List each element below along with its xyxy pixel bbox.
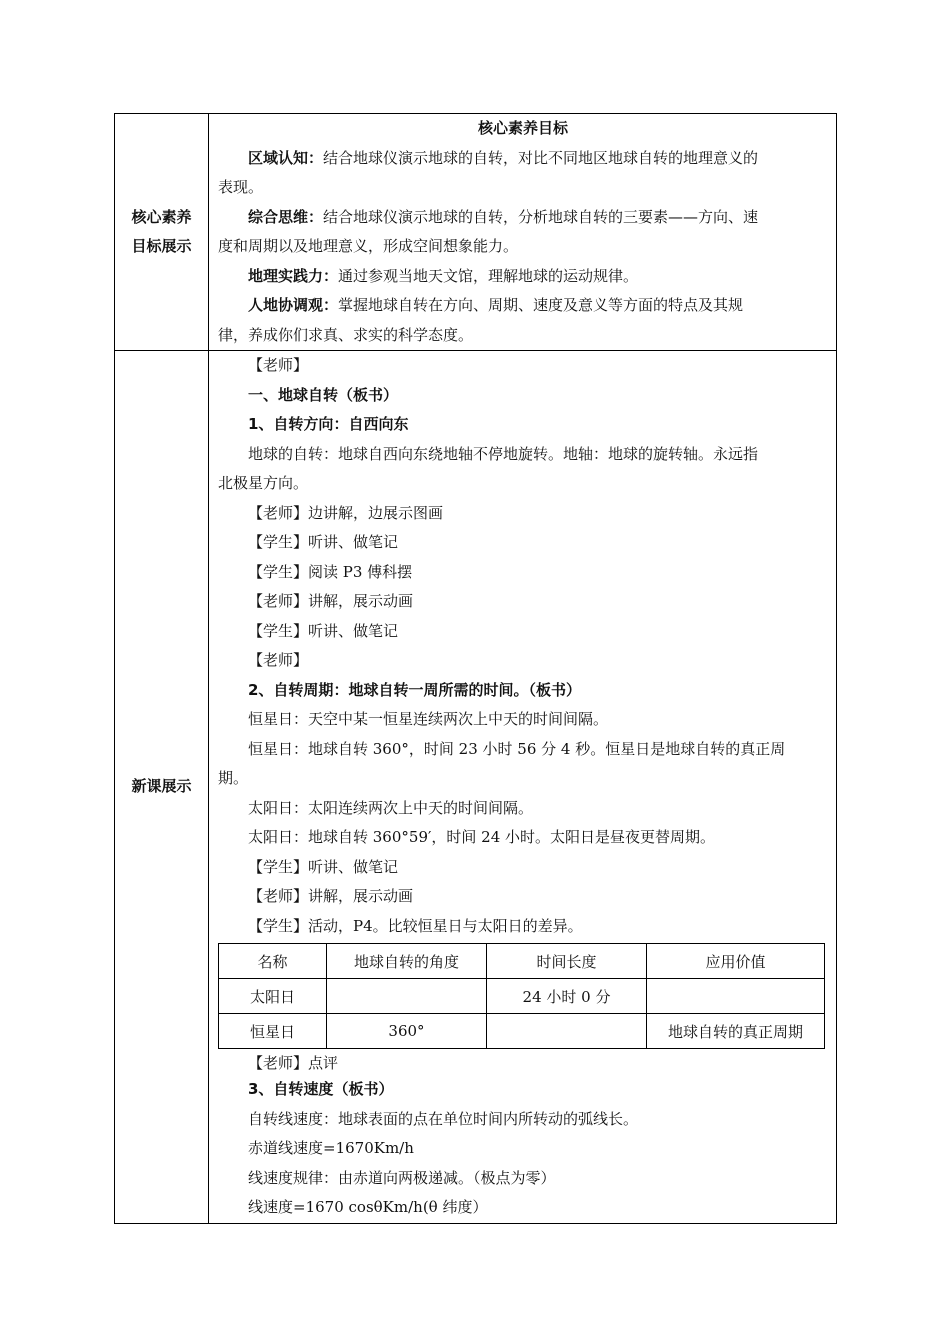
lesson-line: 【老师】 [248, 651, 309, 669]
lesson-line: 【老师】讲解，展示动画 [248, 887, 414, 905]
lesson-line: 【学生】活动，P4。比较恒星日与太阳日的差异。 [248, 916, 583, 935]
goal-text: 通过参观当地天文馆，理解地球的运动规律。 [338, 266, 639, 285]
lesson-line: 【老师】讲解，展示动画 [248, 592, 414, 610]
lesson-line: 太阳日：地球自转 360°59′，时间 24 小时。太阳日是昼夜更替周期。 [248, 828, 716, 846]
table-cell: 太阳日 [219, 979, 327, 1014]
table-cell: 360° [327, 1014, 487, 1049]
goal-continuation: 度和周期以及地理意义，形成空间想象能力。 [218, 237, 519, 255]
table-cell [647, 979, 825, 1014]
header-cell: 应用价值 [647, 944, 825, 979]
goal-label: 区域认知： [248, 148, 324, 167]
lesson-line: 赤道线速度=1670Km/h [248, 1139, 414, 1157]
goal-label: 综合思维： [248, 207, 324, 226]
lesson-line: 期。 [218, 769, 249, 787]
lesson-line: 太阳日：太阳连续两次上中天的时间间隔。 [248, 798, 534, 817]
lesson-line: 自转线速度：地球表面的点在单位时间内所转动的弧线长。 [248, 1109, 639, 1128]
table-header-row [219, 944, 825, 979]
section-subheading: 3、自转速度（板书） [248, 1080, 394, 1098]
table-cell [487, 1014, 647, 1049]
goals-heading: 核心素养目标 [477, 119, 568, 137]
goals-label-cell [115, 114, 209, 351]
lesson-line: 【老师】边讲解，边展示图画 [248, 503, 444, 522]
goal-continuation: 表现。 [218, 178, 264, 196]
lesson-line: 北极星方向。 [218, 474, 309, 492]
section-subheading: 1、自转方向：自西向东 [248, 415, 409, 433]
lesson-line: 线速度=1670 cosθKm/h(θ 纬度） [248, 1198, 488, 1216]
lesson-line: 恒星日：地球自转 360°，时间 23 小时 56 分 4 秒。恒星日是地球自转的真正周 [248, 739, 786, 758]
goals-row [115, 114, 837, 351]
header-cell: 时间长度 [487, 944, 647, 979]
lesson-line: 地球的自转：地球自西向东绕地轴不停地旋转。地轴：地球的旋转轴。永远指 [248, 444, 759, 463]
lesson-line: 【学生】听讲、做笔记 [248, 621, 399, 640]
header-cell: 地球自转的角度 [327, 944, 487, 979]
lesson-label-cell [115, 351, 209, 1224]
lesson-line: 【学生】阅读 P3 傅科摆 [248, 562, 413, 581]
lesson-line: 【老师】点评 [248, 1054, 339, 1072]
goals-label-line2: 目标展示 [131, 237, 192, 255]
table-row [219, 1014, 825, 1049]
goal-text: 结合地球仪演示地球的自转，对比不同地区地球自转的地理意义的 [323, 148, 759, 167]
day-comparison-table [218, 943, 825, 1049]
lesson-line: 【学生】听讲、做笔记 [248, 857, 399, 876]
lesson-line: 【老师】 [248, 356, 309, 374]
goal-label: 人地协调观： [248, 296, 339, 314]
table-cell: 地球自转的真正周期 [647, 1014, 825, 1049]
goals-label-line1: 核心素养 [131, 208, 192, 226]
goal-continuation: 律，养成你们求真、求实的科学态度。 [218, 325, 474, 344]
section-heading: 一、地球自转（板书） [248, 385, 399, 404]
goal-item [218, 262, 828, 292]
goal-item [218, 291, 828, 321]
goal-label: 地理实践力： [248, 266, 339, 285]
goal-text: 结合地球仪演示地球的自转，分析地球自转的三要素——方向、速 [323, 207, 759, 226]
lesson-content-cell [209, 351, 837, 1224]
table-row [219, 979, 825, 1014]
goal-text: 掌握地球自转在方向、周期、速度及意义等方面的特点及其规 [338, 296, 744, 314]
lesson-label: 新课展示 [131, 777, 192, 796]
table-cell [327, 979, 487, 1014]
header-cell: 名称 [219, 944, 327, 979]
lesson-line: 【学生】听讲、做笔记 [248, 533, 399, 551]
goal-item [218, 144, 828, 174]
lesson-row [115, 351, 837, 1224]
lesson-plan-table [114, 113, 837, 1224]
lesson-line: 线速度规律：由赤道向两极递减。（极点为零） [248, 1168, 556, 1187]
goal-item [218, 203, 828, 233]
section-subheading: 2、自转周期：地球自转一周所需的时间。（板书） [248, 680, 581, 699]
table-cell: 恒星日 [219, 1014, 327, 1049]
lesson-line: 恒星日：天空中某一恒星连续两次上中天的时间间隔。 [248, 710, 609, 728]
table-cell: 24 小时 0 分 [487, 979, 647, 1014]
goals-content-cell [209, 114, 837, 351]
